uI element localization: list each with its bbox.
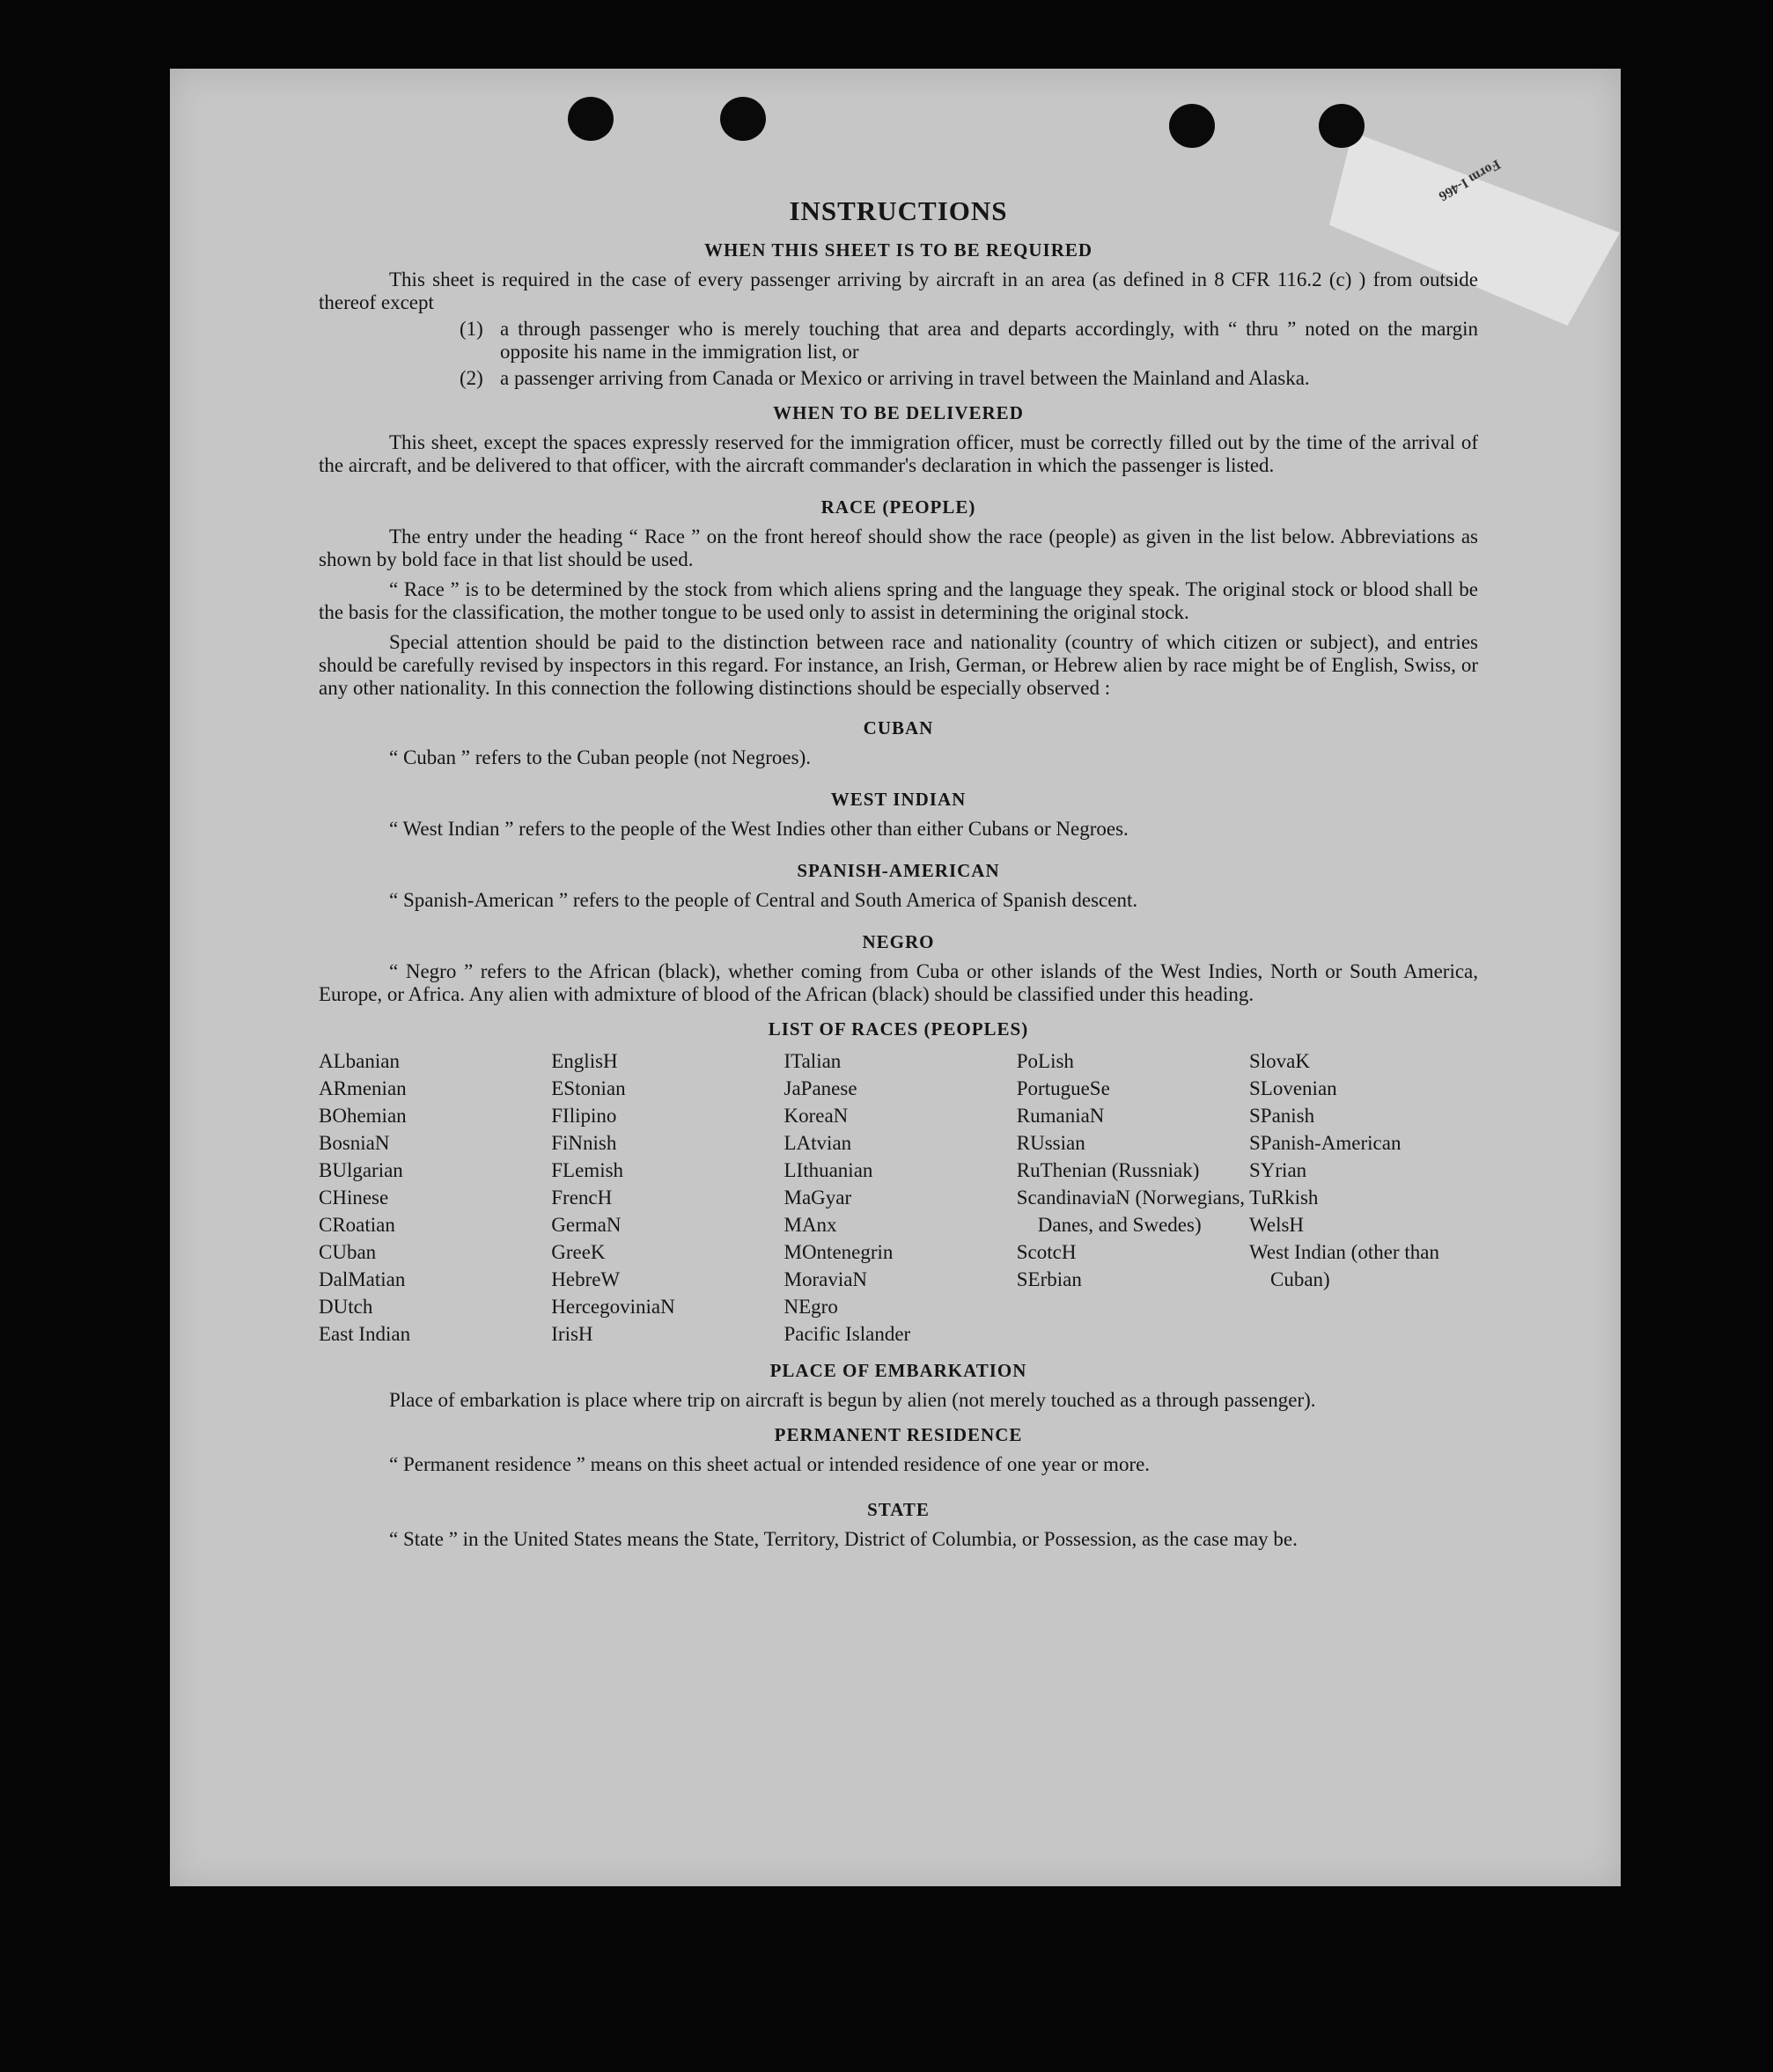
race-entry: West Indian (other than Cuban) xyxy=(1249,1241,1439,1290)
section-heading-residence: PERMANENT RESIDENCE xyxy=(774,1424,1023,1445)
section-heading-negro: NEGRO xyxy=(862,931,935,952)
races-column xyxy=(319,1047,548,1348)
race-entry: SPanish-American xyxy=(1249,1132,1401,1154)
race-entry: RuThenian (Russniak) xyxy=(1016,1159,1200,1181)
item-text: a through passenger who is merely touching that area and departs accordingly, with “ thru ” noted on the margin opposite his name in the immigration list, or xyxy=(500,318,1478,363)
race-entry: SLovenian xyxy=(1249,1077,1337,1099)
race-entry: IrisH xyxy=(551,1323,593,1345)
race-entry: CRoatian xyxy=(319,1214,395,1236)
section-heading-state: STATE xyxy=(867,1499,930,1520)
race-entry: HebreW xyxy=(551,1268,621,1290)
race-entry: JaPanese xyxy=(784,1077,857,1099)
section-heading-embarkation: PLACE OF EMBARKATION xyxy=(769,1360,1027,1381)
west-indian-text: “ West Indian ” refers to the people of the West Indies other than either Cubans or Negroes. xyxy=(389,818,1129,840)
section-heading-west-indian: WEST INDIAN xyxy=(830,789,967,810)
race-entry: FrencH xyxy=(551,1187,613,1209)
punch-hole xyxy=(1319,104,1365,148)
race-entry: KoreaN xyxy=(784,1105,849,1127)
race-entry: Pacific Islander xyxy=(784,1323,911,1345)
race-entry: MAnx xyxy=(784,1214,837,1236)
race-entry: CUban xyxy=(319,1241,377,1263)
race-entry: PortugueSe xyxy=(1016,1077,1110,1099)
item-number: (1) xyxy=(460,318,483,340)
race-entry: ScandinaviaN (Norwegians, Danes, and Swedes) xyxy=(1016,1187,1246,1236)
cuban-text: “ Cuban ” refers to the Cuban people (not Negroes). xyxy=(389,746,812,768)
race-entry: BosniaN xyxy=(319,1132,390,1154)
race-entry: SYrian xyxy=(1249,1159,1307,1181)
race-entry: DUtch xyxy=(319,1296,373,1318)
race-entry: East Indian xyxy=(319,1323,411,1345)
race-paragraph-3: Special attention should be paid to the distinction between race and nationality (country of which citizen or subject), and entries should be carefully revised by inspectors in this regard. For instance, an Irish, German, or Hebrew alien by race might be of English, Swiss, or any other nationality. In this connection the following distinctions should be especially observed : xyxy=(319,631,1478,699)
residence-text: “ Permanent residence ” means on this sheet actual or intended residence of one year or more. xyxy=(389,1453,1151,1475)
races-column xyxy=(551,1047,780,1348)
section-heading-delivered: WHEN TO BE DELIVERED xyxy=(773,402,1024,423)
section-heading-spanish-american: SPANISH-AMERICAN xyxy=(797,860,1000,881)
race-entry: PoLish xyxy=(1016,1050,1074,1072)
item-text: a passenger arriving from Canada or Mexico or arriving in travel between the Mainland and Alaska. xyxy=(500,367,1310,389)
race-entry: GreeK xyxy=(551,1241,606,1263)
race-paragraph-1: The entry under the heading “ Race ” on the front hereof should show the race (people) as given in the list below. Abbreviations as shown by bold face in that list should be used. xyxy=(319,525,1478,570)
page-title: INSTRUCTIONS xyxy=(789,195,1008,226)
race-entry: FIlipino xyxy=(551,1105,617,1127)
race-paragraph-2: “ Race ” is to be determined by the stock from which aliens spring and the language they speak. The original stock or blood shall be the basis for the classification, the mother tongue to be used only to assist in determining the original stock. xyxy=(319,578,1478,623)
race-entry: EnglisH xyxy=(551,1050,618,1072)
section-heading-race: RACE (PEOPLE) xyxy=(820,496,976,518)
race-entry: FLemish xyxy=(551,1159,624,1181)
races-table xyxy=(319,1047,1478,1348)
race-entry: BUlgarian xyxy=(319,1159,403,1181)
race-entry: RUssian xyxy=(1016,1132,1085,1154)
races-list-heading: LIST OF RACES (PEOPLES) xyxy=(768,1018,1029,1040)
race-entry: GermaN xyxy=(551,1214,622,1236)
race-entry: SlovaK xyxy=(1249,1050,1310,1072)
delivered-text: This sheet, except the spaces expressly reserved for the immigration officer, must be correctly filled out by the time of the arrival of the aircraft, and be delivered to that officer, with the aircraft commander's declaration in which the passenger is listed. xyxy=(319,431,1478,476)
punch-hole xyxy=(720,97,766,141)
item-number: (2) xyxy=(460,367,483,389)
race-entry: TuRkish xyxy=(1249,1187,1319,1209)
race-entry: HercegoviniaN xyxy=(551,1296,675,1318)
races-column xyxy=(784,1047,1013,1348)
races-column xyxy=(1017,1047,1246,1348)
race-entry: MaGyar xyxy=(784,1187,852,1209)
section-heading-required: WHEN THIS SHEET IS TO BE REQUIRED xyxy=(703,239,1093,261)
race-entry: ITalian xyxy=(784,1050,842,1072)
punch-hole xyxy=(568,97,614,141)
state-text: “ State ” in the United States means the State, Territory, District of Columbia, or Possession, as the case may be. xyxy=(389,1528,1298,1550)
race-entry: WelsH xyxy=(1249,1214,1305,1236)
race-entry: LAtvian xyxy=(784,1132,852,1154)
race-entry: ALbanian xyxy=(319,1050,400,1072)
race-entry: BOhemian xyxy=(319,1105,407,1127)
race-entry: RumaniaN xyxy=(1016,1105,1105,1127)
race-entry: MOntenegrin xyxy=(784,1241,894,1263)
race-entry: NEgro xyxy=(784,1296,838,1318)
race-entry: EStonian xyxy=(551,1077,626,1099)
race-entry: SErbian xyxy=(1016,1268,1082,1290)
required-intro: This sheet is required in the case of every passenger arriving by aircraft in an area (as defined in 8 CFR 116.2 (c) ) from outside thereof except xyxy=(319,268,1478,313)
embarkation-text: Place of embarkation is place where trip on aircraft is begun by alien (not merely touched as a through passenger). xyxy=(389,1389,1316,1411)
punch-hole xyxy=(1169,104,1215,148)
race-entry: SPanish xyxy=(1249,1105,1315,1127)
race-entry: ARmenian xyxy=(319,1077,407,1099)
race-entry: ScotcH xyxy=(1016,1241,1077,1263)
race-entry: CHinese xyxy=(319,1187,389,1209)
race-entry: MoraviaN xyxy=(784,1268,868,1290)
spanish-american-text: “ Spanish-American ” refers to the people of Central and South America of Spanish descent. xyxy=(389,889,1138,911)
list-item xyxy=(460,367,1478,390)
instructions-content xyxy=(319,195,1478,1551)
section-heading-cuban: CUBAN xyxy=(863,717,934,738)
races-column xyxy=(1249,1047,1478,1348)
race-entry: DalMatian xyxy=(319,1268,406,1290)
list-item xyxy=(460,318,1478,364)
race-entry: FiNnish xyxy=(551,1132,617,1154)
form-number-tag: Form I-466 xyxy=(1436,156,1504,204)
race-entry: LIthuanian xyxy=(784,1159,873,1181)
negro-text: “ Negro ” refers to the African (black), whether coming from Cuba or other islands of the West Indies, North or South America, Europe, or Africa. Any alien with admixture of blood of the African (black) should be classified under this heading. xyxy=(319,960,1478,1005)
